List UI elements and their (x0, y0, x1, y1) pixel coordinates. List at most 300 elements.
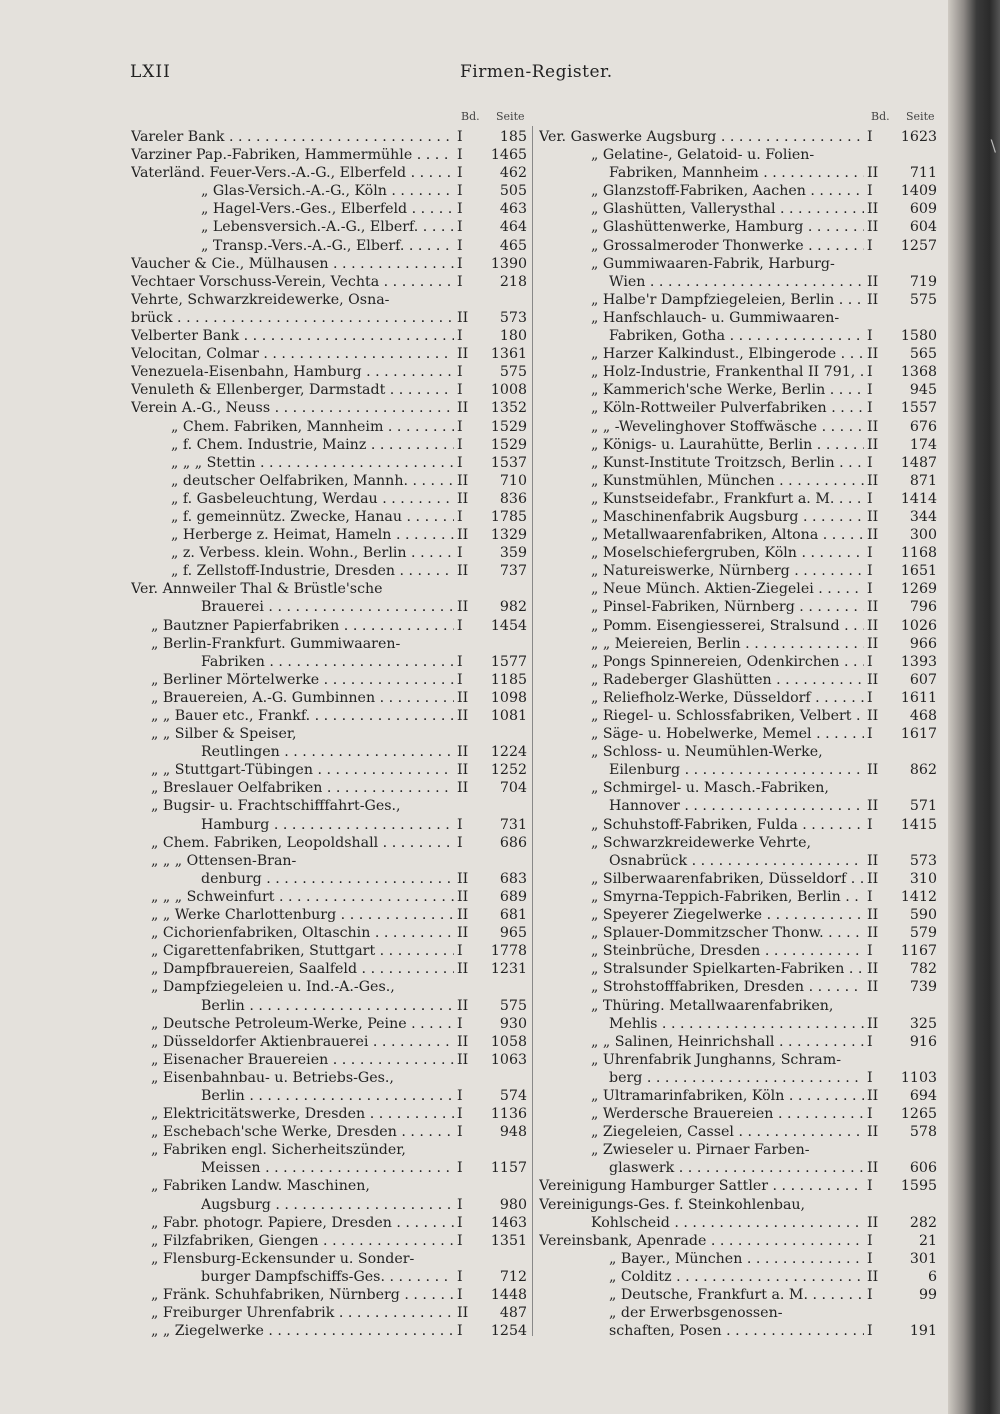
register-entry (131, 273, 527, 291)
entry-page: 575 (895, 291, 937, 309)
register-entry (539, 1051, 937, 1069)
entry-volume: I (454, 1286, 483, 1304)
left-col-page-label: Seite (496, 110, 525, 123)
register-entry (131, 1214, 527, 1232)
entry-volume: I (454, 363, 483, 381)
entry-volume: II (864, 852, 893, 870)
register-entry (131, 689, 527, 707)
entry-volume: I (454, 128, 483, 146)
entry-name: „ Uhrenfabrik Junghanns, Schram- (591, 1051, 841, 1068)
left-column-header (456, 110, 532, 126)
entry-page: 359 (485, 544, 527, 562)
register-entry (539, 146, 937, 164)
entry-page: 1529 (485, 436, 527, 454)
register-entry (131, 635, 527, 653)
register-entry (539, 381, 937, 399)
entry-page: 1651 (895, 562, 937, 580)
entry-name: Vereinsbank, Apenrade . . . (539, 1232, 869, 1250)
register-entry (131, 580, 527, 598)
entry-name: „ Fränk. Schuhfabriken, Nürnberg . . . (151, 1286, 459, 1304)
entry-name: „ Filzfabriken, Giengen . . . (151, 1232, 459, 1250)
entry-page: 1329 (485, 526, 527, 544)
register-entry (539, 1268, 937, 1286)
register-entry (131, 906, 527, 924)
entry-name: brück . . . (131, 309, 459, 327)
entry-name: Vehrte, Schwarzkreidewerke, Osna- (131, 291, 390, 308)
entry-name: „ Grossalmeroder Thonwerke . . . (591, 237, 869, 255)
entry-page: 1265 (895, 1105, 937, 1123)
entry-name: „ Chem. Fabriken, Leopoldshall . . . (151, 834, 459, 852)
entry-name: „ Schwarzkreidewerke Vehrte, (591, 834, 812, 851)
register-entry (539, 237, 937, 255)
entry-volume: II (454, 960, 483, 978)
register-entry (539, 218, 937, 236)
register-entry (131, 743, 527, 761)
register-entry (539, 1105, 937, 1123)
entry-volume: I (454, 182, 483, 200)
entry-name: „ Stralsunder Spielkarten-Fabriken . . . (591, 960, 869, 978)
entry-page: 916 (895, 1033, 937, 1051)
entry-page: 21 (895, 1232, 937, 1250)
entry-name: „ „ Bauer etc., Frankf. . . . (151, 707, 459, 725)
entry-volume: II (864, 291, 893, 309)
entry-volume: I (864, 381, 893, 399)
entry-volume: I (864, 725, 893, 743)
entry-name: „ Deutsche Petroleum-Werke, Peine . . . (151, 1015, 459, 1033)
register-entry (131, 1141, 527, 1159)
register-entry (539, 562, 937, 580)
register-entry (131, 436, 527, 454)
entry-volume: I (864, 1286, 893, 1304)
register-entry (539, 942, 937, 960)
entry-page: 1351 (485, 1232, 527, 1250)
entry-page: 1487 (895, 454, 937, 472)
entry-volume: I (864, 128, 893, 146)
entry-name: „ Lebensversich.-A.-G., Elberf. . . . (201, 218, 459, 236)
page-header (130, 62, 935, 88)
entry-volume: I (864, 454, 893, 472)
entry-name: „ Eschebach'sche Werke, Dresden . . . (151, 1123, 459, 1141)
entry-volume: I (454, 1322, 483, 1340)
entry-page: 1185 (485, 671, 527, 689)
entry-name: „ Holz-Industrie, Frankenthal II 791, . . . (591, 363, 869, 381)
register-entry (539, 960, 937, 978)
entry-name: Berlin . . . (201, 1087, 459, 1105)
entry-name: „ Bayer., München . . . (609, 1250, 869, 1268)
register-entry (131, 1232, 527, 1250)
page-number: LXII (130, 62, 171, 82)
register-entry (131, 1322, 527, 1340)
entry-page: 1252 (485, 761, 527, 779)
entry-page: 719 (895, 273, 937, 291)
entry-page: 1361 (485, 345, 527, 363)
entry-page: 174 (895, 436, 937, 454)
entry-page: 99 (895, 1286, 937, 1304)
entry-name: „ Säge- u. Hobelwerke, Memel . . . (591, 725, 869, 743)
register-entry (539, 418, 937, 436)
entry-name: „ Bautzner Papierfabriken . . . (151, 617, 459, 635)
entry-page: 1409 (895, 182, 937, 200)
entry-name: „ Eisenbahnbau- u. Betriebs-Ges., (151, 1069, 394, 1086)
entry-name: Varziner Pap.-Fabriken, Hammermühle . . . (131, 146, 459, 164)
entry-page: 300 (895, 526, 937, 544)
entry-name: Venezuela-Eisenbahn, Hamburg . . . (131, 363, 459, 381)
register-entry (539, 363, 937, 381)
register-entry (131, 1177, 527, 1195)
entry-name: „ Neue Münch. Aktien-Ziegelei . . . (591, 580, 869, 598)
entry-name: „ Chem. Fabriken, Mannheim . . . (171, 418, 459, 436)
entry-name: Velocitan, Colmar . . . (131, 345, 459, 363)
entry-name: „ Splauer-Dommitzscher Thonw. . . . (591, 924, 869, 942)
register-entry (131, 978, 527, 996)
entry-name: denburg . . . (201, 870, 459, 888)
adjacent-page-mark: \ (990, 136, 996, 155)
entry-page: 871 (895, 472, 937, 490)
register-entry (539, 345, 937, 363)
entry-name: Reutlingen . . . (201, 743, 459, 761)
entry-page: 681 (485, 906, 527, 924)
register-entry (539, 1177, 937, 1195)
entry-volume: I (864, 490, 893, 508)
entry-name: „ Kunstmühlen, München . . . (591, 472, 869, 490)
register-entry (539, 870, 937, 888)
register-entry (131, 942, 527, 960)
register-entry (131, 454, 527, 472)
entry-name: „ Eisenacher Brauereien . . . (151, 1051, 459, 1069)
entry-name: „ „ Stuttgart-Tübingen . . . (151, 761, 459, 779)
register-entry (539, 454, 937, 472)
entry-name: „ „ -Wevelinghover Stoffwäsche . . . (591, 418, 869, 436)
entry-name: „ Berliner Mörtelwerke . . . (151, 671, 459, 689)
entry-name: „ Pongs Spinnereien, Odenkirchen . . . (591, 653, 869, 671)
entry-name: „ Dampfbrauereien, Saalfeld . . . (151, 960, 459, 978)
entry-volume: I (454, 1196, 483, 1214)
entry-name: Brauerei . . . (201, 598, 459, 616)
entry-volume: I (454, 508, 483, 526)
register-entry (539, 797, 937, 815)
register-entry (539, 436, 937, 454)
entry-volume: II (864, 345, 893, 363)
entry-volume: I (454, 454, 483, 472)
entry-page: 180 (485, 327, 527, 345)
register-entry (539, 906, 937, 924)
register-entry (131, 816, 527, 834)
entry-page: 468 (895, 707, 937, 725)
register-entry (539, 1196, 937, 1214)
entry-name: „ „ „ Ottensen-Bran- (151, 852, 297, 869)
entry-volume: II (454, 707, 483, 725)
register-entry (131, 182, 527, 200)
entry-page: 1390 (485, 255, 527, 273)
entry-page: 782 (895, 960, 937, 978)
register-entry (539, 580, 937, 598)
entry-volume: I (454, 1268, 483, 1286)
register-entry (539, 617, 937, 635)
entry-name: „ Metallwaarenfabriken, Altona . . . (591, 526, 869, 544)
entry-name: „ Köln-Rottweiler Pulverfabriken . . . (591, 399, 869, 417)
entry-page: 694 (895, 1087, 937, 1105)
entry-name: „ Natureiswerke, Nürnberg . . . (591, 562, 869, 580)
entry-name: „ Hagel-Vers.-Ges., Elberfeld . . . (201, 200, 459, 218)
register-entry (539, 128, 937, 146)
entry-name: „ Herberge z. Heimat, Hameln . . . (171, 526, 459, 544)
entry-name: Osnabrück . . . (609, 852, 869, 870)
entry-page: 1352 (485, 399, 527, 417)
entry-volume: I (864, 653, 893, 671)
entry-name: „ Silberwaarenfabriken, Düsseldorf . . . (591, 870, 869, 888)
entry-page: 711 (895, 164, 937, 182)
entry-volume: I (454, 436, 483, 454)
entry-name: „ Freiburger Uhrenfabrik . . . (151, 1304, 459, 1322)
entry-page: 344 (895, 508, 937, 526)
entry-name: „ Speyerer Ziegelwerke . . . (591, 906, 869, 924)
entry-page: 836 (485, 490, 527, 508)
entry-name: Fabriken, Mannheim . . . (609, 164, 869, 182)
entry-name: „ Kammerich'sche Werke, Berlin . . . (591, 381, 869, 399)
entry-volume: I (864, 237, 893, 255)
entry-name: „ Brauereien, A.-G. Gumbinnen . . . (151, 689, 459, 707)
entry-page: 1063 (485, 1051, 527, 1069)
register-entry (131, 399, 527, 417)
register-entry (131, 1304, 527, 1322)
entry-volume: II (454, 562, 483, 580)
entry-volume: I (454, 1105, 483, 1123)
entry-name: „ z. Verbess. klein. Wohn., Berlin . . . (171, 544, 459, 562)
entry-name: „ Radeberger Glashütten . . . (591, 671, 869, 689)
entry-volume: I (864, 327, 893, 345)
register-entry (539, 1015, 937, 1033)
entry-name: schaften, Posen . . . (609, 1322, 869, 1340)
entry-page: 1537 (485, 454, 527, 472)
register-entry (131, 707, 527, 725)
entry-name: „ Elektricitätswerke, Dresden . . . (151, 1105, 459, 1123)
entry-name: „ Reliefholz-Werke, Düsseldorf . . . (591, 689, 869, 707)
entry-volume: II (454, 345, 483, 363)
entry-volume: II (864, 1214, 893, 1232)
entry-name: „ „ „ Stettin . . . (171, 454, 459, 472)
entry-name: „ Berlin-Frankfurt. Gummiwaaren- (151, 635, 401, 652)
entry-name: „ Werdersche Brauereien . . . (591, 1105, 869, 1123)
register-entry (131, 797, 527, 815)
entry-name: glaswerk . . . (609, 1159, 869, 1177)
register-entry (131, 924, 527, 942)
entry-name: burger Dampfschiffs-Ges. . . . (201, 1268, 459, 1286)
register-entry (131, 870, 527, 888)
entry-page: 689 (485, 888, 527, 906)
entry-page: 607 (895, 671, 937, 689)
entry-volume: I (454, 1015, 483, 1033)
register-entry (539, 888, 937, 906)
entry-name: „ Riegel- u. Schlossfabriken, Velbert . . . (591, 707, 869, 725)
entry-volume: II (864, 418, 893, 436)
entry-page: 573 (895, 852, 937, 870)
entry-name: Verein A.-G., Neuss . . . (131, 399, 459, 417)
entry-volume: II (454, 1304, 483, 1322)
left-col-vol-label: Bd. (461, 110, 480, 123)
entry-volume: II (454, 779, 483, 797)
register-entry (131, 327, 527, 345)
register-entry (131, 852, 527, 870)
entry-name: „ der Erwerbsgenossen- (609, 1305, 783, 1322)
entry-name: Fabriken, Gotha . . . (609, 327, 869, 345)
register-entry (539, 1123, 937, 1141)
entry-page: 463 (485, 200, 527, 218)
register-entry (539, 1322, 937, 1340)
register-entry (539, 1069, 937, 1087)
entry-volume: II (864, 1015, 893, 1033)
entry-page: 1414 (895, 490, 937, 508)
register-entry (131, 834, 527, 852)
entry-name: Fabriken . . . (201, 653, 459, 671)
entry-volume: I (454, 237, 483, 255)
entry-volume: I (454, 200, 483, 218)
entry-name: „ Königs- u. Laurahütte, Berlin . . . (591, 436, 869, 454)
entry-name: „ f. gemeinnütz. Zwecke, Hanau . . . (171, 508, 459, 526)
register-entry (539, 1286, 937, 1304)
register-entry (539, 1141, 937, 1159)
register-entry (539, 743, 937, 761)
entry-name: „ Schmirgel- u. Masch.-Fabriken, (591, 780, 829, 797)
entry-volume: I (864, 888, 893, 906)
entry-page: 676 (895, 418, 937, 436)
entry-volume: II (864, 1268, 893, 1286)
entry-name: „ Kunst-Institute Troitzsch, Berlin . . . (591, 454, 869, 472)
entry-page: 604 (895, 218, 937, 236)
register-entry (131, 671, 527, 689)
entry-volume: II (864, 978, 893, 996)
entry-name: Wien . . . (609, 273, 869, 291)
entry-name: „ Ultramarinfabriken, Köln . . . (591, 1087, 869, 1105)
entry-name: „ „ Meiereien, Berlin . . . (591, 635, 869, 653)
register-entry (539, 779, 937, 797)
entry-volume: II (454, 399, 483, 417)
entry-volume: I (454, 164, 483, 182)
entry-page: 1136 (485, 1105, 527, 1123)
page-title: Firmen-Register. (460, 62, 613, 82)
entry-page: 1026 (895, 617, 937, 635)
entry-volume: II (864, 1087, 893, 1105)
register-entry (539, 182, 937, 200)
right-column (539, 128, 937, 1340)
entry-page: 1157 (485, 1159, 527, 1177)
register-entry (539, 653, 937, 671)
entry-name: „ Flensburg-Eckensunder u. Sonder- (151, 1250, 415, 1267)
entry-page: 1611 (895, 689, 937, 707)
register-entry (131, 526, 527, 544)
register-entry (539, 725, 937, 743)
entry-volume: II (454, 490, 483, 508)
register-entry (539, 1232, 937, 1250)
entry-page: 739 (895, 978, 937, 996)
entry-volume: I (454, 1087, 483, 1105)
entry-volume: II (454, 761, 483, 779)
entry-page: 1557 (895, 399, 937, 417)
register-entry (539, 526, 937, 544)
entry-page: 1081 (485, 707, 527, 725)
entry-page: 1224 (485, 743, 527, 761)
entry-page: 686 (485, 834, 527, 852)
entry-name: „ „ „ Schweinfurt . . . (151, 888, 459, 906)
entry-page: 462 (485, 164, 527, 182)
entry-volume: II (864, 526, 893, 544)
entry-name: „ Kunstseidefabr., Frankfurt a. M. . . . (591, 490, 869, 508)
register-entry (131, 291, 527, 309)
entry-page: 565 (895, 345, 937, 363)
entry-page: 1167 (895, 942, 937, 960)
entry-volume: I (864, 562, 893, 580)
register-entry (131, 128, 527, 146)
entry-name: Hamburg . . . (201, 816, 459, 834)
entry-name: „ „ Silber & Speiser, (151, 726, 297, 743)
entry-volume: I (454, 1123, 483, 1141)
entry-volume: II (864, 200, 893, 218)
register-entry (131, 472, 527, 490)
register-entry (539, 1159, 937, 1177)
entry-name: „ Zwieseler u. Pirnaer Farben- (591, 1142, 810, 1159)
entry-volume: II (454, 526, 483, 544)
register-entry (539, 164, 937, 182)
register-entry (131, 164, 527, 182)
entry-page: 606 (895, 1159, 937, 1177)
entry-page: 948 (485, 1123, 527, 1141)
entry-page: 575 (485, 997, 527, 1015)
entry-page: 487 (485, 1304, 527, 1322)
entry-name: Ver. Annweiler Thal & Brüstle'sche (131, 581, 383, 598)
register-entry (539, 1214, 937, 1232)
register-entry (539, 924, 937, 942)
register-entry (131, 1033, 527, 1051)
entry-page: 464 (485, 218, 527, 236)
entry-name: Ver. Gaswerke Augsburg . . . (539, 128, 869, 146)
entry-page: 1580 (895, 327, 937, 345)
entry-page: 731 (485, 816, 527, 834)
entry-name: Venuleth & Ellenberger, Darmstadt . . . (131, 381, 459, 399)
register-entry (131, 418, 527, 436)
entry-volume: I (454, 1159, 483, 1177)
entry-name: Mehlis . . . (609, 1015, 869, 1033)
entry-volume: I (864, 1177, 893, 1195)
entry-volume: I (864, 399, 893, 417)
entry-page: 1269 (895, 580, 937, 598)
entry-page: 1454 (485, 617, 527, 635)
column-divider (532, 126, 533, 1336)
entry-page: 1595 (895, 1177, 937, 1195)
entry-volume: II (454, 743, 483, 761)
entry-page: 574 (485, 1087, 527, 1105)
entry-volume: II (864, 617, 893, 635)
register-entry (131, 508, 527, 526)
register-entry (539, 255, 937, 273)
entry-page: 573 (485, 309, 527, 327)
entry-volume: II (864, 671, 893, 689)
entry-volume: I (864, 363, 893, 381)
entry-volume: I (864, 816, 893, 834)
entry-volume: I (864, 689, 893, 707)
entry-volume: I (454, 653, 483, 671)
register-entry (539, 816, 937, 834)
entry-name: „ Cigarettenfabriken, Stuttgart . . . (151, 942, 459, 960)
entry-volume: I (454, 1214, 483, 1232)
book-spine-shadow (948, 0, 1000, 1414)
entry-name: „ „ Werke Charlottenburg . . . (151, 906, 459, 924)
entry-volume: I (864, 1033, 893, 1051)
entry-name: „ Hanfschlauch- u. Gummiwaaren- (591, 309, 840, 326)
register-entry (539, 635, 937, 653)
entry-page: 1058 (485, 1033, 527, 1051)
entry-name: „ Pomm. Eisengiesserei, Stralsund . . . (591, 617, 869, 635)
entry-name: „ Fabriken engl. Sicherheitszünder, (151, 1142, 406, 1159)
register-entry (539, 490, 937, 508)
